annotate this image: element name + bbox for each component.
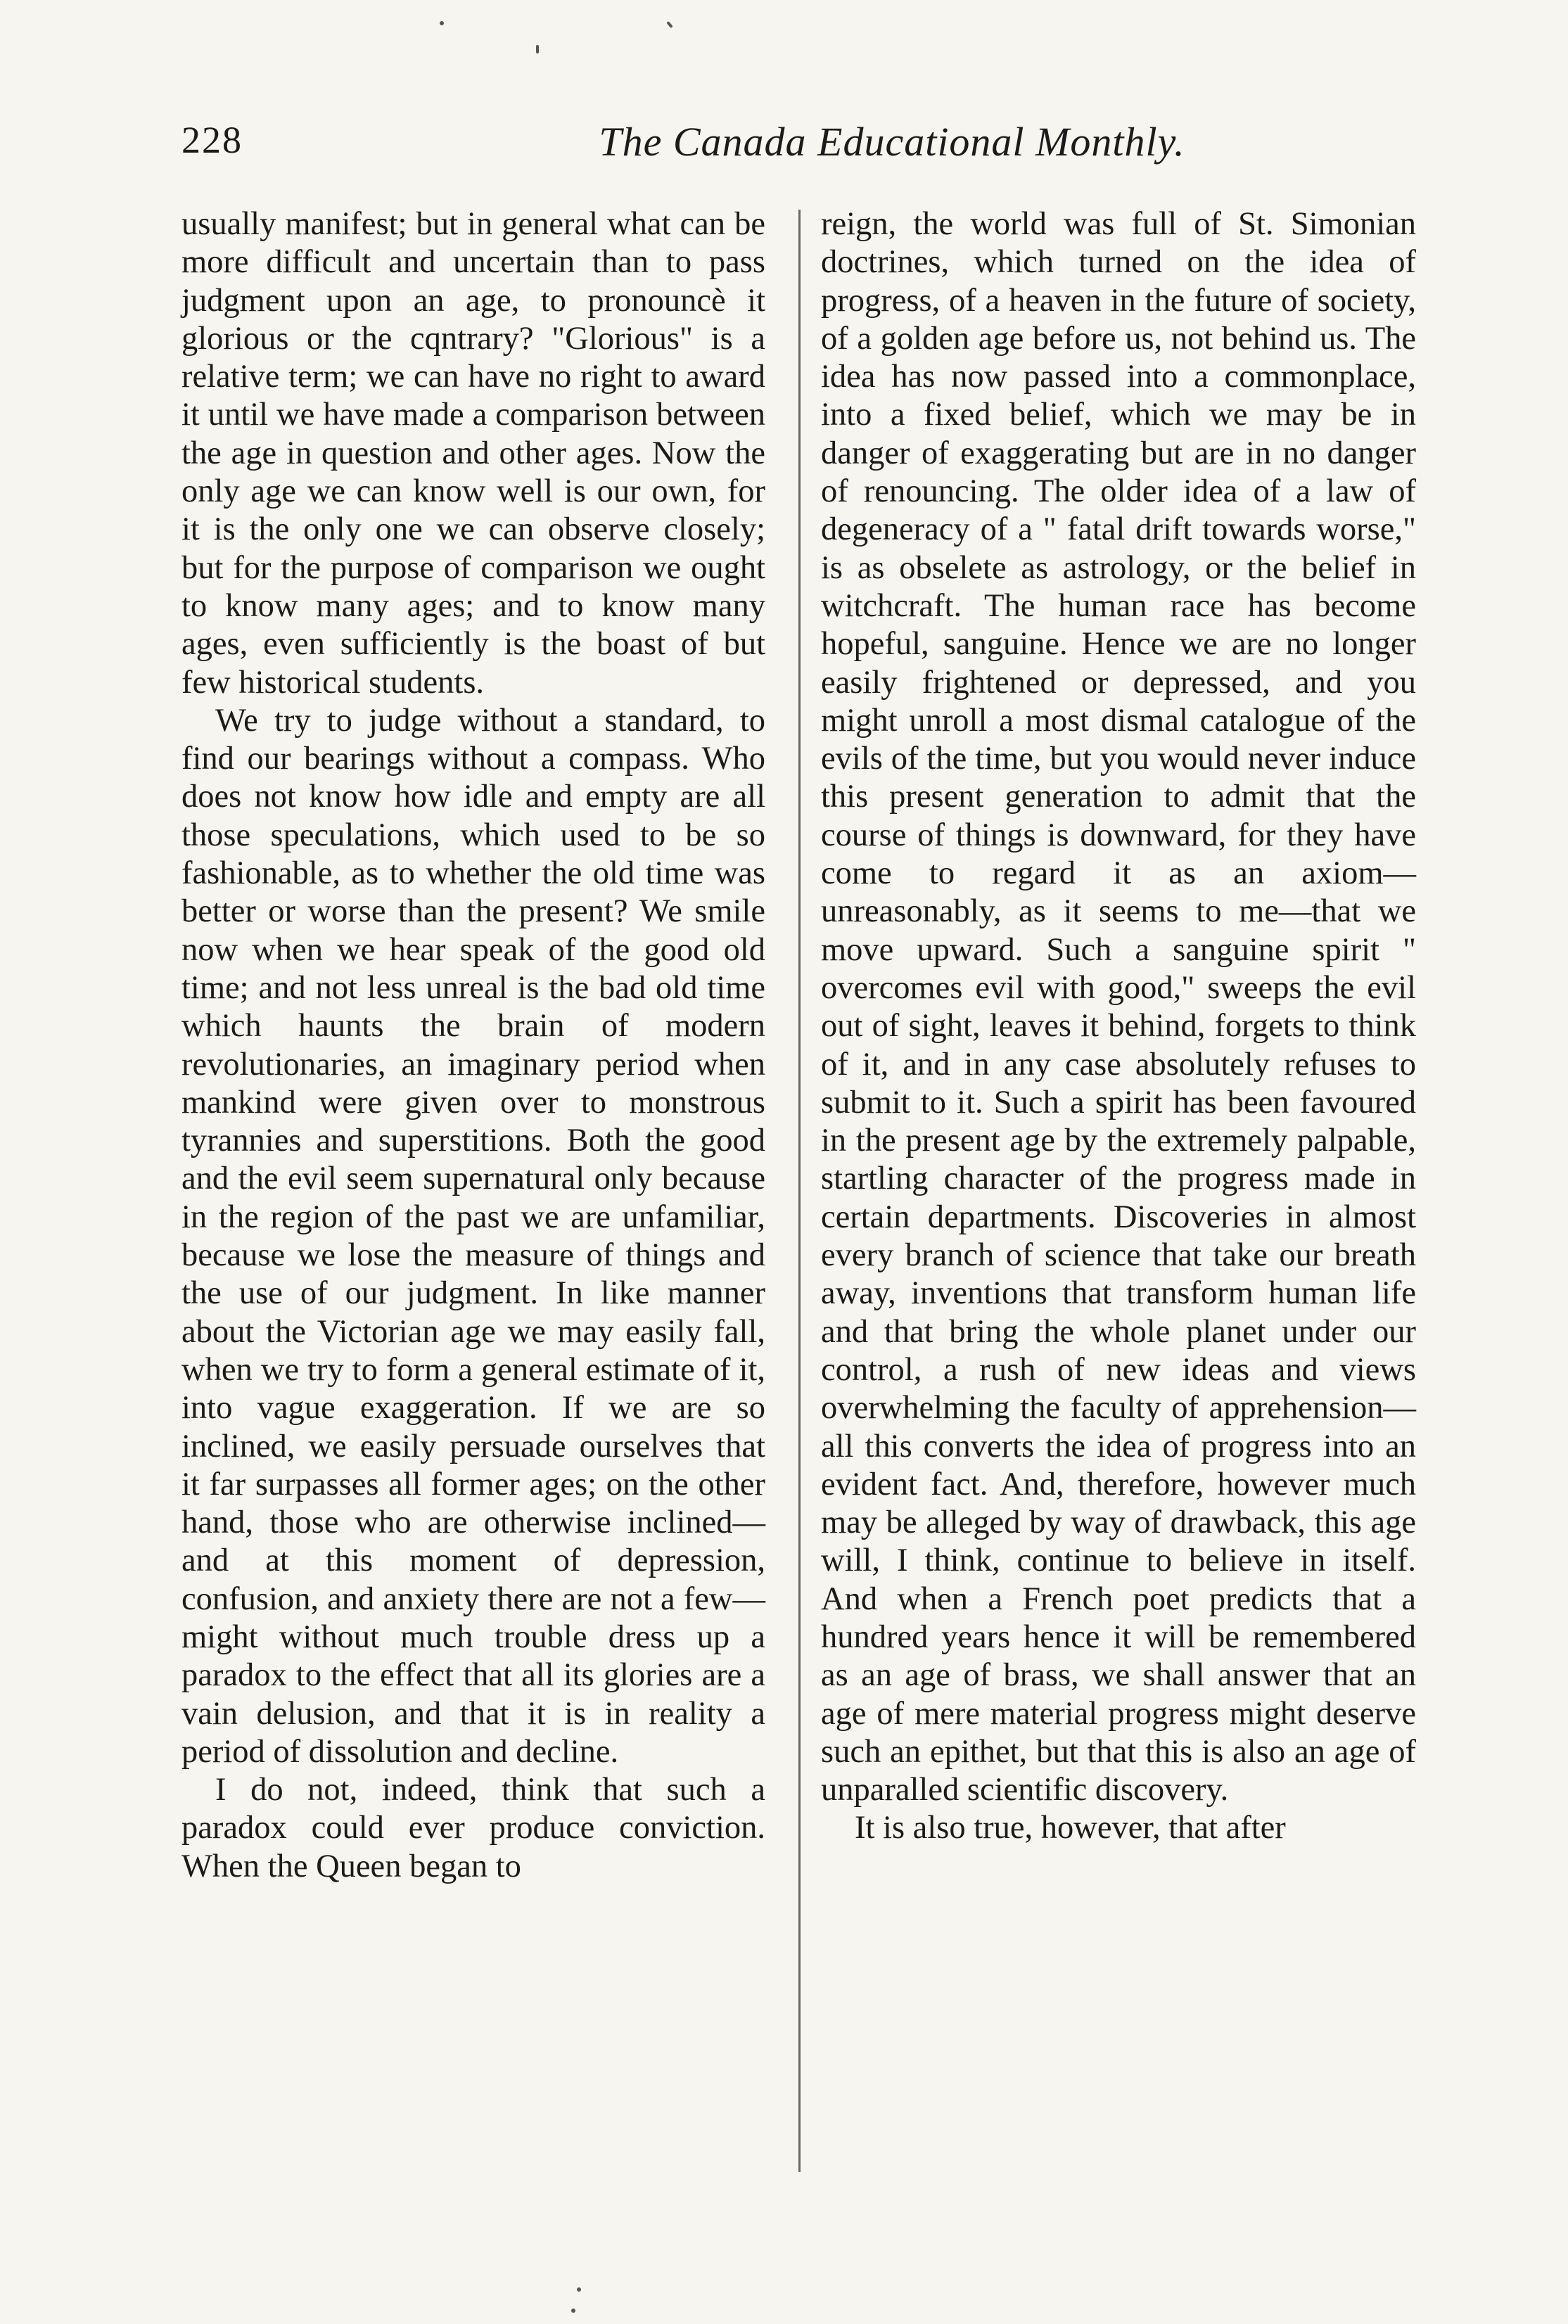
scan-speck	[440, 21, 444, 25]
running-header	[181, 118, 1448, 181]
scan-speck	[536, 45, 539, 53]
paragraph: reign, the world was full of St. Simonian doctrines, which turned on the idea of progress, of a heaven in the future of society, of a golden age before us, not behind us. The idea has now passed into a commonplace, into a fixed belief, which we may be in danger of exaggerating but are in no danger of renouncing. The older idea of a law of degeneracy of a " fatal drift towards worse," is as obselete as astrology, or the belief in witchcraft. The human race has become hopeful, sanguine. Hence we are no longer easily frightened or depressed, and you might unroll a most dismal catalogue of the evils of the time, but you would never induce this present generation to admit that the course of things is downward, for they have come to regard it as an axiom—unreasonably, as it seems to me—that we move upward. Such a sanguine spirit " overcomes evil with good," sweeps the evil out of sight, leaves it behind, forgets to think of it, and in any case absolutely refuses to submit to it. Such a spirit has been favoured in the present age by the extremely palpable, startling character of the progress made in certain departments. Discoveries in almost every branch of science that take our breath away, inventions that transform human life and that bring the whole planet under our control, a rush of new ideas and views overwhelming the faculty of apprehension—all this converts the idea of progress into an evident fact. And, therefore, however much may be alleged by way of drawback, this age will, I think, continue to believe in itself. And when a French poet predicts that a hundred years hence it will be remembered as an age of brass, we shall answer that an age of mere material progress might deserve such an epithet, but that this is also an age of unparalled scientific discovery.	[821, 206, 1416, 1808]
page-number: 228	[181, 119, 243, 161]
left-column	[181, 205, 765, 1886]
scan-speck	[666, 21, 673, 28]
paragraph: I do not, indeed, think that such a paradox could ever produce conviction. When the Queen began to	[181, 1772, 765, 1884]
column-divider	[798, 210, 801, 2172]
paragraph: usually manifest; but in general what can be more difficult and uncertain than to pass judgment upon an age, to pronouncè it glorious or the cqntrary? "Glorious" is a relative term; we can have no right to award it until we have made a comparison between the age in question and other ages. Now the only age we can know well is our own, for it is the only one we can observe closely; but for the purpose of comparison we ought to know many ages; and to know many ages, even sufficiently is the boast of but few historical students.	[181, 206, 765, 701]
scan-speck	[577, 2287, 581, 2292]
paragraph: It is also true, however, that after	[855, 1810, 1286, 1846]
scan-speck	[571, 2309, 575, 2313]
running-title: The Canada Educational Monthly.	[599, 119, 1185, 165]
paragraph: We try to judge without a standard, to find our bearings without a compass. Who does not know how idle and empty are all those speculations, which used to be so fashionable, as to whether the old time was better or worse than the present? We smile now when we hear speak of the good old time; and not less unreal is the bad old time which haunts the brain of modern revolutionaries, an imaginary period when mankind were given over to monstrous tyrannies and superstitions. Both the good and the evil seem supernatural only because in the region of the past we are unfamiliar, because we lose the measure of things and the use of our judgment. In like manner about the Victorian age we may easily fall, when we try to form a general estimate of it, into vague exaggeration. If we are so inclined, we easily persuade ourselves that it far surpasses all former ages; on the other hand, those who are otherwise inclined—and at this moment of depression, confusion, and anxiety there are not a few—might without much trouble dress up a paradox to the effect that all its glories are a vain delusion, and that it is in reality a period of dissolution and decline.	[181, 702, 765, 1770]
right-column	[821, 205, 1416, 1848]
